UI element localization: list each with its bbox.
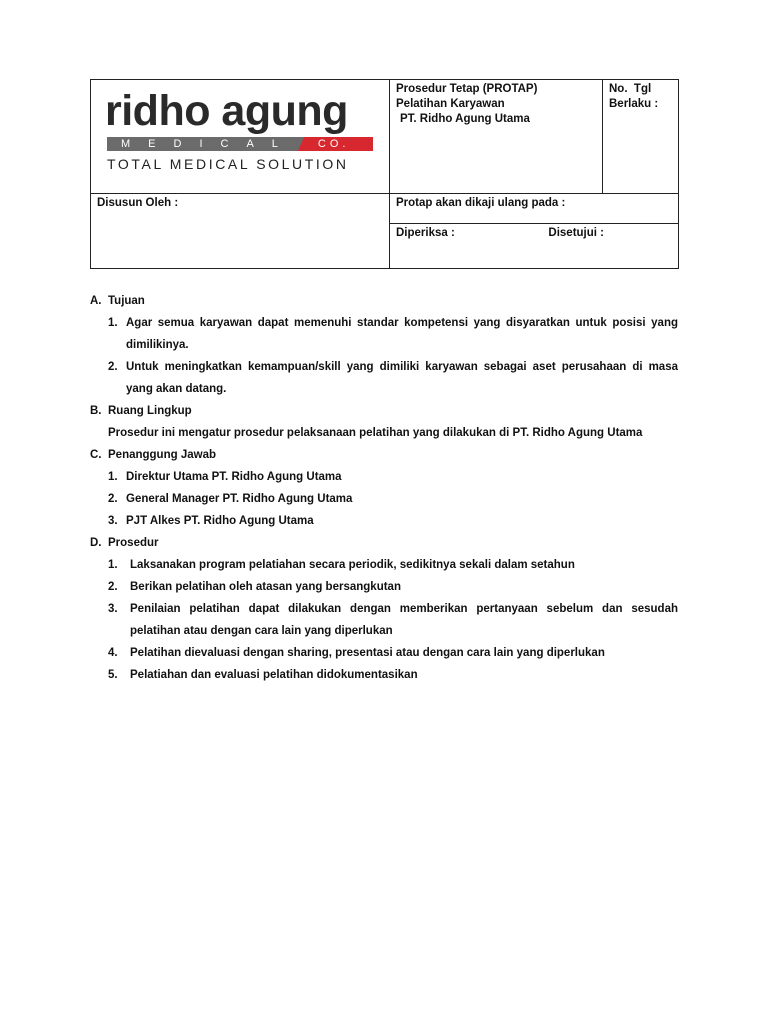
list-item [108, 488, 678, 510]
protap-title-line1: Prosedur Tetap (PROTAP) [396, 83, 538, 95]
list-item-text: PJT Alkes PT. Ridho Agung Utama [126, 515, 314, 527]
list-item-text: General Manager PT. Ridho Agung Utama [126, 493, 353, 505]
no-tgl-label: No. Tgl [609, 83, 652, 95]
list-item-number: 3. [108, 603, 118, 615]
section-a-letter: A. [90, 295, 102, 307]
list-item-number: 2. [108, 581, 118, 593]
list-item [108, 598, 678, 642]
list-item-text: Berikan pelatihan oleh atasan yang bersangkutan [130, 581, 401, 593]
list-item-text: Penilaian pelatihan dapat dilakukan dengan memberikan pertanyaan sebelum dan sesudah pelatihan atau dengan cara lain yang diperlukan [130, 603, 678, 637]
list-item [108, 664, 678, 686]
section-d-letter: D. [90, 537, 102, 549]
protap-title-line2: Pelatihan Karyawan [396, 98, 505, 110]
list-item [108, 356, 678, 400]
list-item-text: Direktur Utama PT. Ridho Agung Utama [126, 471, 342, 483]
section-b-letter: B. [90, 405, 102, 417]
logo-wordmark: ridho agung [105, 87, 348, 135]
document-body [90, 290, 678, 686]
list-item [108, 642, 678, 664]
diperiksa-label: Diperiksa : [396, 227, 455, 239]
logo-bar-co: CO. [306, 137, 373, 151]
section-a-title: Tujuan [108, 295, 145, 307]
protap-review-label: Protap akan dikaji ulang pada : [396, 197, 566, 209]
list-item [108, 576, 678, 598]
section-d-heading [90, 532, 678, 554]
logo-tagline: TOTAL MEDICAL SOLUTION [107, 156, 349, 172]
section-d-title: Prosedur [108, 537, 159, 549]
section-c-heading [90, 444, 678, 466]
logo-bar [107, 137, 373, 151]
list-item-number: 5. [108, 669, 118, 681]
protap-review-cell [390, 194, 679, 224]
section-b-title: Ruang Lingkup [108, 405, 192, 417]
berlaku-label: Berlaku : [609, 98, 659, 110]
approval-cell [390, 224, 679, 269]
disetujui-label: Disetujui : [548, 227, 604, 239]
list-item-number: 2. [108, 493, 118, 505]
no-tgl-cell [603, 80, 679, 194]
list-item-text: Agar semua karyawan dapat memenuhi standar kompetensi yang disyaratkan untuk posisi yang dimilikinya. [126, 317, 678, 351]
disusun-cell [91, 194, 390, 269]
list-item-number: 2. [108, 361, 118, 373]
protap-title-cell [390, 80, 603, 194]
section-c-title: Penanggung Jawab [108, 449, 216, 461]
list-item [108, 312, 678, 356]
list-item-text: Laksanakan program pelatiahan secara periodik, sedikitnya sekali dalam setahun [130, 559, 575, 571]
list-item-number: 3. [108, 515, 118, 527]
protap-title-line3: PT. Ridho Agung Utama [400, 113, 530, 125]
list-item [108, 466, 678, 488]
logo-bar-medical: MEDICAL [107, 137, 296, 151]
disusun-label: Disusun Oleh : [97, 197, 179, 209]
list-item-text: Untuk meningkatkan kemampuan/skill yang dimiliki karyawan sebagai aset perusahaan di masa yang akan datang. [126, 361, 678, 395]
list-item-text: Pelatihan dievaluasi dengan sharing, presentasi atau dengan cara lain yang diperlukan [130, 647, 605, 659]
list-item-number: 1. [108, 317, 118, 329]
logo-bar-divider [296, 137, 306, 151]
protap-header-table [90, 79, 679, 269]
list-item-number: 4. [108, 647, 118, 659]
list-item-text: Pelatiahan dan evaluasi pelatihan didokumentasikan [130, 669, 418, 681]
list-item [108, 510, 678, 532]
company-logo [91, 80, 390, 194]
list-item-number: 1. [108, 559, 118, 571]
section-c-letter: C. [90, 449, 102, 461]
list-item-number: 1. [108, 471, 118, 483]
section-b-text: Prosedur ini mengatur prosedur pelaksanaan pelatihan yang dilakukan di PT. Ridho Agung Utama [108, 427, 643, 439]
section-a-heading [90, 290, 678, 312]
list-item [108, 554, 678, 576]
section-b-heading [90, 400, 678, 422]
